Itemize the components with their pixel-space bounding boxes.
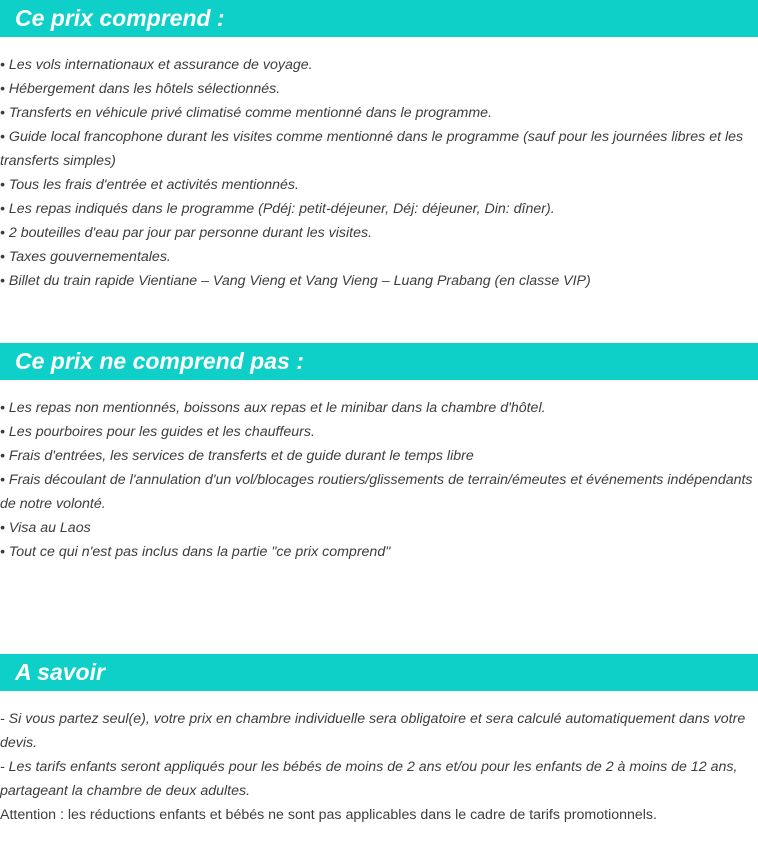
list-item: • Les repas non mentionnés, boissons aux repas et le minibar dans la chambre d'hôtel. xyxy=(0,400,546,416)
list-item: • Les repas indiqués dans le programme (Pdéj: petit-déjeuner, Déj: déjeuner, Din: dîner). xyxy=(0,201,555,217)
included-section-title: Ce prix comprend : xyxy=(0,0,758,37)
excluded-list xyxy=(0,396,758,564)
list-item: • Billet du train rapide Vientiane – Vang Vieng et Vang Vieng – Luang Prabang (en classe VIP) xyxy=(0,273,591,289)
list-item: • Tout ce qui n'est pas inclus dans la partie "ce prix comprend" xyxy=(0,544,391,560)
list-item: • Frais d'entrées, les services de transferts et de guide durant le temps libre xyxy=(0,448,474,464)
included-list xyxy=(0,53,758,293)
list-item: • Guide local francophone durant les visites comme mentionné dans le programme (sauf pour les journées libres et les transferts simples) xyxy=(0,129,744,169)
good-to-know-section-title: A savoir xyxy=(0,654,758,691)
list-item: • Hébergement dans les hôtels sélectionnés. xyxy=(0,81,281,97)
list-item: • Transferts en véhicule privé climatisé comme mentionné dans le programme. xyxy=(0,105,493,121)
paragraph: - Si vous partez seul(e), votre prix en chambre individuelle sera obligatoire et sera calculé automatiquement dans votre devis. xyxy=(0,711,746,751)
excluded-section-title: Ce prix ne comprend pas : xyxy=(0,343,758,380)
paragraph: Attention : les réductions enfants et bébés ne sont pas applicables dans le cadre de tarifs promotionnels. xyxy=(0,807,657,823)
list-item: • Les pourboires pour les guides et les chauffeurs. xyxy=(0,424,315,440)
list-item: • Tous les frais d'entrée et activités mentionnés. xyxy=(0,177,299,193)
list-item: • Taxes gouvernementales. xyxy=(0,249,171,265)
list-item: • Frais découlant de l'annulation d'un vol/blocages routiers/glissements de terrain/émeutes et événements indépendants de notre volonté. xyxy=(0,472,753,512)
list-item: • Visa au Laos xyxy=(0,520,91,536)
paragraph: - Les tarifs enfants seront appliqués pour les bébés de moins de 2 ans et/ou pour les enfants de 2 à moins de 12 ans, partageant la chambre de deux adultes. xyxy=(0,759,738,799)
list-item: • 2 bouteilles d'eau par jour par personne durant les visites. xyxy=(0,225,373,241)
good-to-know-text xyxy=(0,707,758,827)
list-item: • Les vols internationaux et assurance de voyage. xyxy=(0,57,313,73)
